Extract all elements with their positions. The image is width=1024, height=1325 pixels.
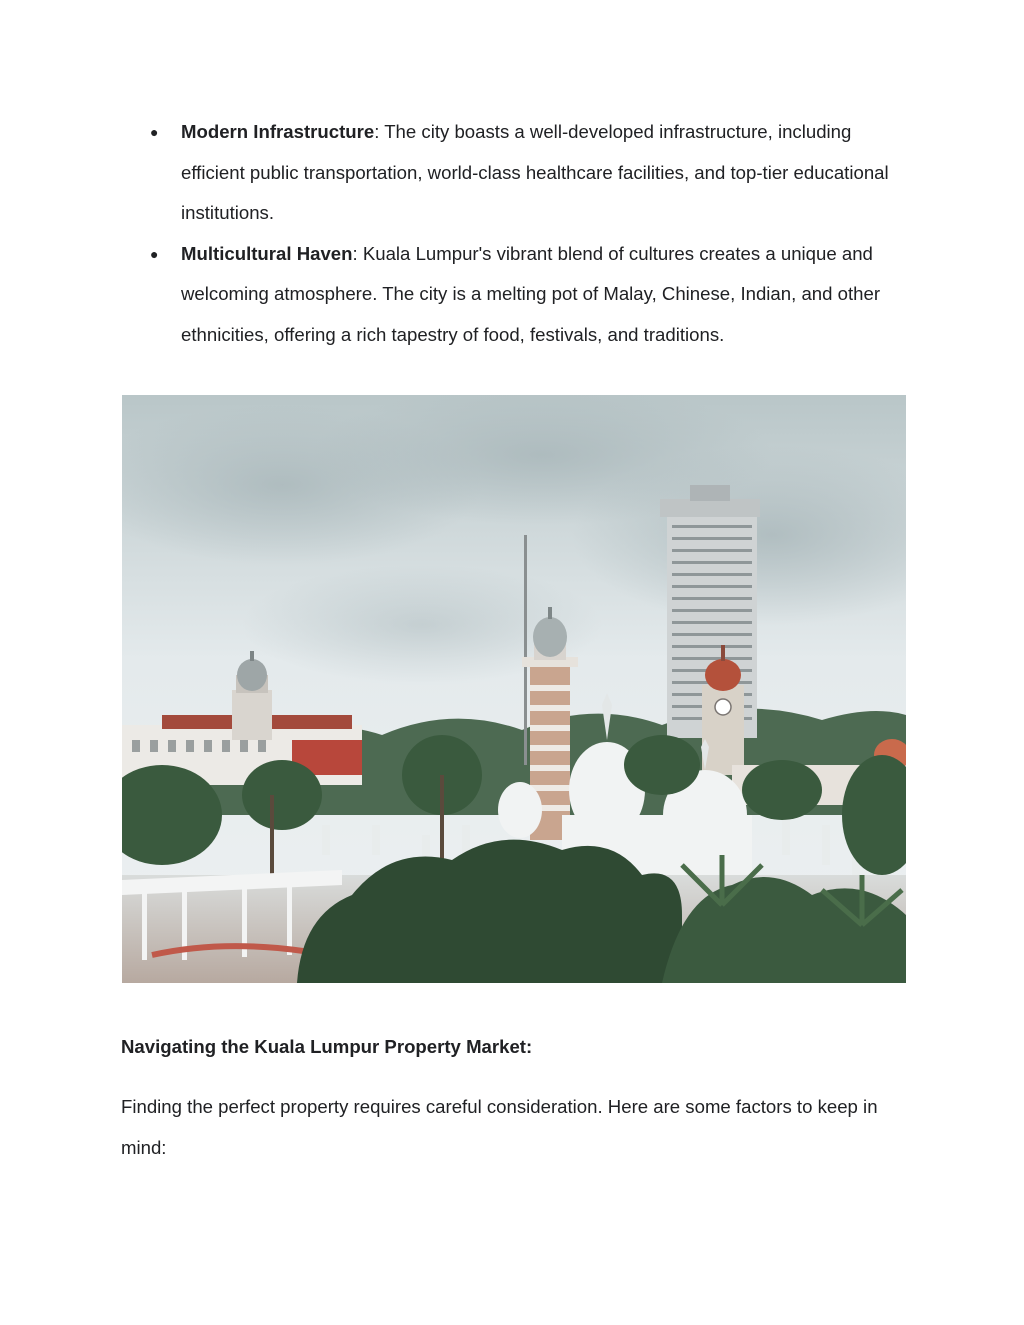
list-item xyxy=(0,234,1024,356)
list-item xyxy=(0,112,1024,234)
bullet-list xyxy=(0,112,1024,355)
bullet-text: : Kuala Lumpur's vibrant blend of cultures creates a unique and welcoming atmosphere. The city is a melting pot of Malay, Chinese, Indian, and other ethnicities, offering a rich tapestry of food, festivals, and traditions. xyxy=(181,242,881,345)
flagpole xyxy=(524,535,527,765)
bullet-term: Modern Infrastructure xyxy=(181,121,375,142)
skyline-illustration xyxy=(122,395,906,983)
bullet-dot-icon: ● xyxy=(150,245,159,262)
city-skyline-photo xyxy=(122,395,906,983)
bullet-dot-icon: ● xyxy=(150,124,159,140)
section-heading: Navigating the Kuala Lumpur Property Market: xyxy=(121,1036,533,1057)
bullet-term: Multicultural Haven xyxy=(181,242,353,264)
section-paragraph: Finding the perfect property requires careful consideration. Here are some factors to keep in mind: xyxy=(121,1096,878,1158)
bullet-text: : The city boasts a well-developed infrastructure, including efficient public transportation, world-class healthcare facilities, and top-tier educational institutions. xyxy=(181,121,889,223)
